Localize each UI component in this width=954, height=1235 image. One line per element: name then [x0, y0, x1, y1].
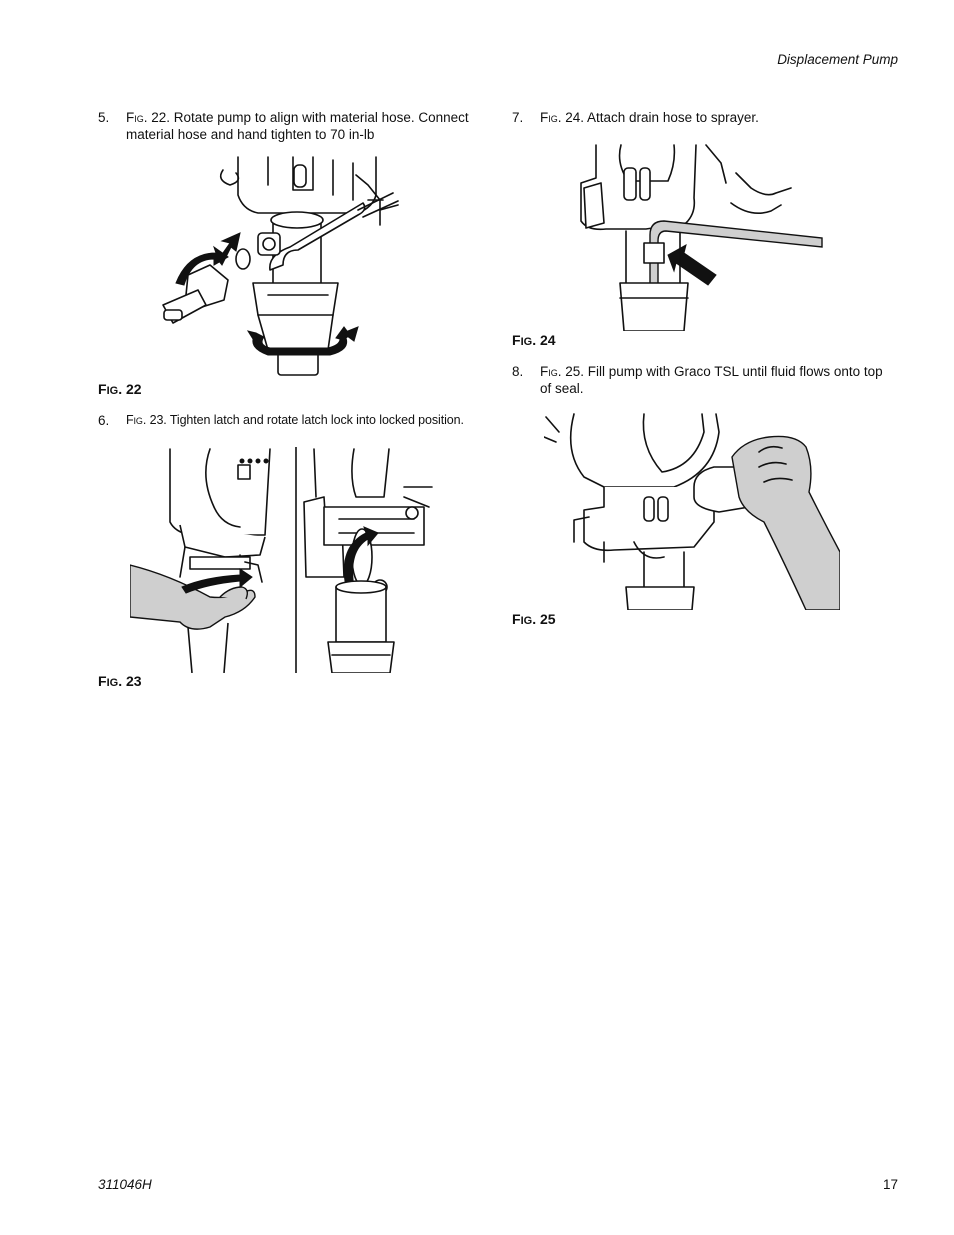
step-6 [98, 412, 498, 430]
step-text: Fig. 25. Fill pump with Graco TSL until fluid flows onto top of seal. [540, 364, 883, 396]
step-number: 8. [512, 364, 524, 379]
figure-24-caption: FIG. 24 [512, 332, 556, 348]
figure-23-right-panel [294, 447, 439, 673]
fig-ref: Fig. [540, 110, 562, 125]
figure-22-caption: FIG. 22 [98, 381, 142, 397]
figure-23-caption: FIG. 23 [98, 673, 142, 689]
step-number: 6. [98, 413, 110, 428]
document-number: 311046H [98, 1177, 152, 1192]
figure-22-illustration [118, 155, 453, 383]
step-number: 7. [512, 110, 524, 125]
fig-ref: Fig. [540, 364, 562, 379]
step-text: Fig. 22. Rotate pump to align with material hose. Connect material hose and hand tighten to 70 in-lb [126, 110, 469, 142]
figure-25-illustration [544, 412, 840, 610]
figure-25-caption: FIG. 25 [512, 611, 556, 627]
figure-23-left-panel [130, 447, 272, 673]
step-text: Fig. 23. Tighten latch and rotate latch lock into locked position. [126, 413, 464, 427]
figure-24-illustration [576, 143, 824, 331]
step-number: 5. [98, 110, 110, 125]
fig-ref: Fig. [126, 110, 148, 125]
running-header: Displacement Pump [777, 52, 898, 67]
step-text: Fig. 24. Attach drain hose to sprayer. [540, 110, 759, 125]
fig-ref: Fig. [126, 413, 147, 427]
step-8 [512, 363, 902, 399]
page-number: 17 [882, 1177, 898, 1192]
step-5 [98, 109, 498, 145]
step-7 [512, 109, 902, 127]
